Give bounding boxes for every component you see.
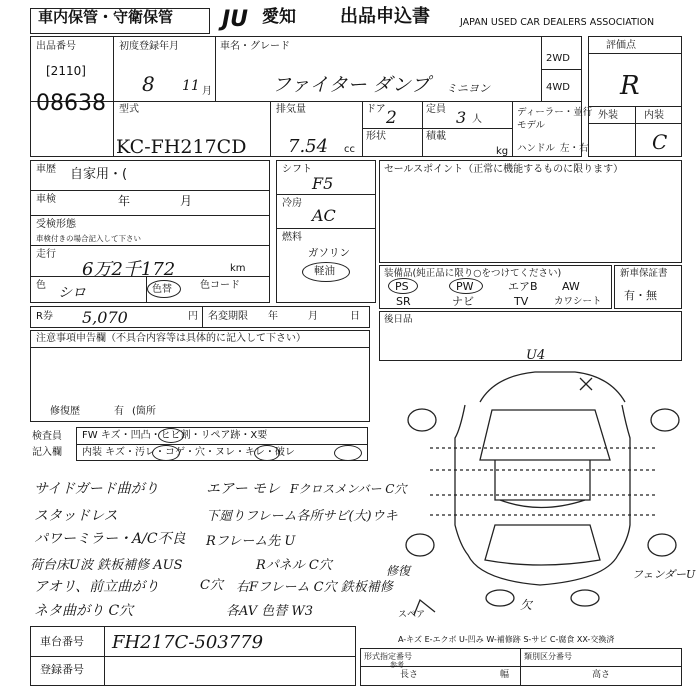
color-code-label: 色コード <box>200 280 240 291</box>
diagram-bottom-mark: 欠 <box>520 598 533 612</box>
mileage-unit: km <box>230 263 246 274</box>
disp-value: 7.54 <box>288 136 329 157</box>
recycle-box <box>30 306 370 328</box>
inspector-row-1: FW キズ・凹凸・ヒビ割・リペア跡・X要 <box>82 430 268 441</box>
handle-label: ハンドル <box>517 143 556 154</box>
remark-13: 右Fフレーム C穴 鉄板補修 <box>236 580 393 595</box>
history-value: 自家用・( <box>70 167 128 182</box>
ac-value: AC <box>312 206 336 225</box>
equipment-airbag: エアB <box>508 280 538 293</box>
mileage-value: 6万2千172 <box>82 259 176 280</box>
remark-8: Fクロスメンバー C穴 <box>290 482 407 496</box>
mark-circle-2 <box>152 445 180 461</box>
mileage-label: 走行 <box>36 249 56 260</box>
damage-legend: A-キズ E-エクボ U-凹み W-補修跡 S-サビ C-腐食 XX-交換済 <box>398 635 615 644</box>
door-value: 2 <box>386 108 397 128</box>
seats-label: 定員 <box>426 104 446 115</box>
remark-1: サイドガード曲がり <box>34 481 159 497</box>
fuel-diesel: 軽油 <box>314 265 335 277</box>
length-label: 長さ <box>400 670 419 680</box>
equipment-sr: SR <box>396 295 411 308</box>
handle-options: 左・右 <box>560 143 589 154</box>
inspector-row-2: 内装 キズ・汚レ・コゲ・穴・ヌレ・キレ・破レ <box>82 447 295 458</box>
interior-value: C <box>652 130 668 154</box>
remark-14: 各AV 色替 W3 <box>226 604 314 619</box>
category-label: 類別区分番号 <box>524 652 572 661</box>
color-change-circle <box>147 280 181 298</box>
equipment-label: 装備品(純正品に限り○をつけてください) <box>384 268 562 279</box>
form-title: 出品申込書 <box>340 6 430 27</box>
inspector-label-2: 記入欄 <box>32 447 62 458</box>
transfer-day: 日 <box>350 311 360 322</box>
remark-7: エアー モレ <box>206 481 281 497</box>
height-label: 高さ <box>592 670 611 680</box>
equipment-navi: ナビ <box>452 295 474 308</box>
shift-label: シフト <box>282 164 312 175</box>
seats-unit: 人 <box>472 114 482 125</box>
repair-label: 修復歴 <box>50 406 80 417</box>
warranty-options: 有・無 <box>624 289 657 302</box>
remark-6: ネタ曲がり C穴 <box>34 603 134 619</box>
recycle-label: R券 <box>36 311 53 322</box>
transfer-label: 名変期限 <box>208 311 248 322</box>
inspector-label-1: 検査員 <box>32 431 62 442</box>
lot-number: 08638 <box>36 91 106 116</box>
model2-label: モデル <box>517 120 546 131</box>
equipment-tv: TV <box>514 295 529 308</box>
inspection-month: 月 <box>180 194 193 208</box>
disp-unit: cc <box>344 144 355 155</box>
form-sub: 車検付きの場合記入して下さい <box>36 234 141 243</box>
org-name: 愛知 <box>262 7 296 27</box>
inspection-year: 年 <box>118 194 131 208</box>
first-reg-month: 11 <box>182 78 200 94</box>
car-name-label: 車名・グレード <box>220 41 290 52</box>
mark-circle-1 <box>158 428 184 443</box>
drive-2wd: 2WD <box>546 53 570 64</box>
transfer-month: 月 <box>308 311 318 322</box>
rear-goods-label: 後日品 <box>384 314 413 325</box>
exterior-label: 外装 <box>598 110 618 121</box>
car-name-sub: ミニヨン <box>446 82 490 95</box>
equipment-aw: AW <box>562 280 580 293</box>
reg-label: 登録番号 <box>40 663 84 676</box>
door-label: ドア <box>366 104 386 115</box>
color-label: 色 <box>36 280 46 291</box>
repair-paren: (箇所 <box>132 406 156 417</box>
chassis-label: 車台番号 <box>40 635 84 648</box>
notes-label: 注意事項申告欄（不具合内容等は具体的に記入して下さい） <box>36 333 306 344</box>
disp-label: 排気量 <box>276 104 306 115</box>
load-label: 積載 <box>426 131 446 142</box>
spare-label: スペア <box>398 610 426 620</box>
inspection-label: 車検 <box>36 194 56 205</box>
lot-prefix: [2110] <box>46 64 86 78</box>
remark-4: 荷台床U波 鉄板補修 AUS <box>30 558 183 573</box>
interior-label: 内装 <box>644 110 664 121</box>
equipment-pw: PW <box>456 280 474 293</box>
fuel-gas: ガソリン <box>308 247 350 259</box>
lot-label: 出品番号 <box>36 41 76 52</box>
first-reg-year: 8 <box>142 72 155 96</box>
remark-2: スタッドレス <box>34 508 118 524</box>
diagram-right-mark: フェンダーU <box>632 568 696 581</box>
fuel-label: 燃料 <box>282 232 302 243</box>
shape-label: 形状 <box>366 131 386 142</box>
first-reg-month-unit: 月 <box>202 86 212 97</box>
mark-circle-4 <box>334 445 362 461</box>
remark-10: Rフレーム先 U <box>206 534 296 549</box>
first-reg-label: 初度登録年月 <box>119 41 179 52</box>
recycle-unit: 円 <box>188 311 198 322</box>
dealer-label: ディーラー・並行 <box>517 107 593 118</box>
ju-logo: JU <box>222 7 249 32</box>
reg-cert-label: 形式指定番号 <box>364 652 412 661</box>
equipment-ps-circle <box>388 278 418 294</box>
load-unit: kg <box>496 146 509 157</box>
remark-12: C穴 <box>200 578 223 593</box>
width-label: 幅 <box>500 670 510 680</box>
sales-point-box <box>379 160 682 263</box>
english-title: JAPAN USED CAR DEALERS ASSOCIATION <box>460 17 655 28</box>
color-value: シロ <box>58 285 86 301</box>
storage-label: 車内保管・守衛保管 <box>38 8 174 26</box>
model-label: 型式 <box>119 104 139 115</box>
remark-11: Rパネル C穴 <box>256 558 332 573</box>
diagram-top-mark: U4 <box>526 348 546 363</box>
sales-point-label: セールスポイント（正常に機能するものに限ります） <box>384 164 624 175</box>
diagram-repair-mark: 修復 <box>386 564 411 578</box>
ac-label: 冷房 <box>282 198 302 209</box>
remark-9: 下廻りフレーム各所サビ(大)ウキ <box>206 509 398 524</box>
remark-3: パワーミラー・A/C不良 <box>34 531 186 547</box>
warranty-label: 新車保証書 <box>620 268 668 279</box>
color-change: 色替 <box>152 284 172 295</box>
equipment-leather: カワシート <box>554 296 602 307</box>
eval-label: 評価点 <box>606 40 636 51</box>
recycle-value: 5,070 <box>82 308 128 327</box>
ref-label: 参考 <box>390 661 404 669</box>
eval-value: R <box>620 71 640 101</box>
model-value: KC-FH217CD <box>116 136 247 158</box>
repair-value: 有 <box>114 406 124 417</box>
fuel-diesel-circle <box>302 262 350 282</box>
car-name-value: ファイター ダンプ <box>272 74 430 96</box>
transfer-year: 年 <box>268 311 278 322</box>
drive-4wd: 4WD <box>546 82 570 93</box>
history-label: 車歴 <box>36 164 56 175</box>
mark-circle-3 <box>254 445 280 461</box>
seats-value: 3 <box>456 108 467 127</box>
remark-5: アオリ、前立曲がり <box>34 579 160 595</box>
shift-value: F5 <box>312 174 334 193</box>
chassis-value: FH217C-503779 <box>112 632 264 653</box>
equipment-pw-circle <box>449 278 483 294</box>
form-label: 受検形態 <box>36 219 76 230</box>
equipment-ps: PS <box>395 280 409 293</box>
